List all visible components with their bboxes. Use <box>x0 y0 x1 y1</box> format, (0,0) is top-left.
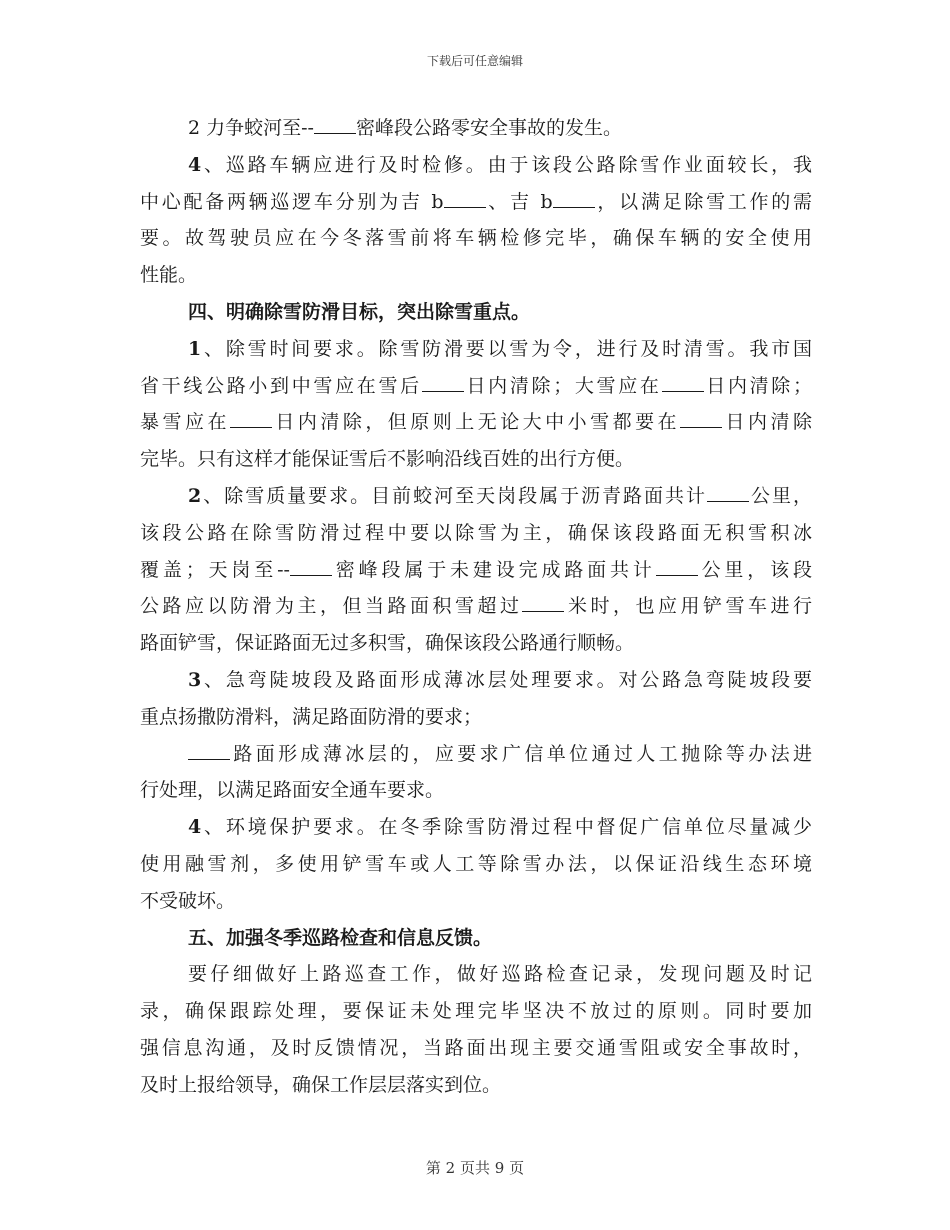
blank-underline <box>188 741 230 760</box>
section-heading: 四、明确除雪防滑目标，突出除雪重点。 <box>188 300 531 323</box>
text-segment: 米时，也应用铲雪车进行 <box>564 595 812 618</box>
paragraph-line <box>140 588 812 625</box>
paragraph-line <box>140 993 812 1030</box>
text-segment: 不受破坏。 <box>140 889 236 912</box>
text-segment: 强信息沟通，及时反馈情况，当路面出现主要交通雪阻或安全事故时， <box>140 1036 812 1059</box>
text-segment: 覆盖；天岗至-- <box>140 558 290 581</box>
paragraph-line <box>140 846 812 883</box>
paragraph-line <box>140 184 812 221</box>
text-segment: 日内清除； <box>703 374 812 397</box>
paragraph-line <box>140 441 812 478</box>
blank-underline <box>656 557 698 576</box>
text-segment: 暴雪应在 <box>140 411 230 434</box>
text-segment: 密峰段公路零安全事故的发生。 <box>355 117 622 139</box>
text-segment: 路面形成薄冰层的，应要求广信单位通过人工抛除等办法进 <box>230 742 812 765</box>
text-segment: 公里，该段 <box>697 558 812 581</box>
paragraph-line <box>140 1030 812 1067</box>
paragraph-line <box>140 110 812 147</box>
text-segment: 中心配备两辆巡逻车分别为吉 b <box>140 190 444 213</box>
paragraph-line <box>140 772 812 809</box>
text-segment: 日内清除，但原则上无论大中小雪都要在 <box>271 411 681 434</box>
text-segment: 性能。 <box>140 264 198 287</box>
blank-underline <box>707 483 749 502</box>
text-segment: 该段公路在除雪防滑过程中要以除雪为主，确保该段路面无积雪积冰 <box>140 521 812 544</box>
text-segment: 、急弯陡坡段及路面形成薄冰层处理要求。对公路急弯陡坡段要 <box>201 668 812 691</box>
text-segment: 密峰段属于未建设完成路面共计 <box>331 558 656 581</box>
paragraph-line <box>140 736 812 773</box>
text-segment: 、巡路车辆应进行及时检修。由于该段公路除雪作业面较长，我 <box>201 153 812 176</box>
blank-underline <box>553 189 595 208</box>
blank-underline <box>522 593 564 612</box>
text-segment: 、除雪质量要求。目前蛟河至天岗段属于沥青路面共计 <box>201 484 707 507</box>
text-segment: 日内清除 <box>722 411 812 434</box>
text-segment: 2 力争蛟河至-- <box>188 117 314 139</box>
text-segment: 、除雪时间要求。除雪防滑要以雪为令，进行及时清雪。我市国 <box>201 337 812 360</box>
paragraph-line <box>140 147 812 184</box>
paragraph-line <box>140 478 812 515</box>
text-segment: 要仔细做好上路巡查工作，做好巡路检查记录，发现问题及时记 <box>188 963 812 986</box>
text-segment: 公路应以防滑为主，但当路面积雪超过 <box>140 595 523 618</box>
text-segment: 要。故驾驶员应在今冬落雪前将车辆检修完毕，确保车辆的安全使用 <box>140 227 812 250</box>
item-number: 4 <box>188 816 202 839</box>
paragraph-line <box>140 699 812 736</box>
page-number: 第 2 页共 9 页 <box>425 1159 525 1177</box>
header-note: 下载后可任意编辑 <box>426 54 523 68</box>
paragraph-line <box>140 552 812 589</box>
item-number: 4 <box>188 153 202 176</box>
text-segment: 行处理，以满足路面安全通车要求。 <box>140 779 445 802</box>
blank-underline <box>290 557 332 576</box>
paragraph-line <box>140 404 812 441</box>
text-segment: 完毕。只有这样才能保证雪后不影响沿线百姓的出行方便。 <box>140 448 635 471</box>
text-segment: 公里， <box>749 484 812 507</box>
paragraph-line <box>140 956 812 993</box>
item-number: 3 <box>188 668 202 691</box>
text-segment: 重点扬撒防滑料，满足路面防滑的要求； <box>140 705 483 728</box>
blank-underline <box>444 189 486 208</box>
text-segment: 录，确保跟踪处理，要保证未处理完毕坚决不放过的原则。同时要加 <box>140 1000 812 1023</box>
blank-underline <box>422 373 464 392</box>
document-body <box>140 110 812 1104</box>
section-heading: 五、加强冬季巡路检查和信息反馈。 <box>188 926 493 949</box>
paragraph-line <box>140 515 812 552</box>
paragraph-line <box>140 368 812 405</box>
blank-underline <box>314 115 356 134</box>
blank-underline <box>680 409 722 428</box>
paragraph-line <box>140 662 812 699</box>
paragraph-line <box>140 883 812 920</box>
paragraph-line <box>140 625 812 662</box>
paragraph-line <box>140 1067 812 1104</box>
text-segment: 、环境保护要求。在冬季除雪防滑过程中督促广信单位尽量减少 <box>201 816 812 839</box>
blank-underline <box>662 373 704 392</box>
paragraph-line <box>140 220 812 257</box>
text-segment: 使用融雪剂，多使用铲雪车或人工等除雪办法，以保证沿线生态环境 <box>140 852 812 875</box>
text-segment: ，以满足除雪工作的需 <box>594 190 812 213</box>
text-segment: 路面铲雪，保证路面无过多积雪，确保该段公路通行顺畅。 <box>140 632 635 655</box>
paragraph-line <box>140 331 812 368</box>
text-segment: 、吉 b <box>485 190 553 213</box>
text-segment: 日内清除；大雪应在 <box>463 374 662 397</box>
text-segment: 及时上报给领导，确保工作层层落实到位。 <box>140 1073 502 1096</box>
paragraph-line <box>140 809 812 846</box>
item-number: 1 <box>188 337 202 360</box>
text-segment: 省干线公路小到中雪应在雪后 <box>140 374 422 397</box>
item-number: 2 <box>188 484 202 507</box>
blank-underline <box>230 409 272 428</box>
paragraph-line <box>140 257 812 294</box>
